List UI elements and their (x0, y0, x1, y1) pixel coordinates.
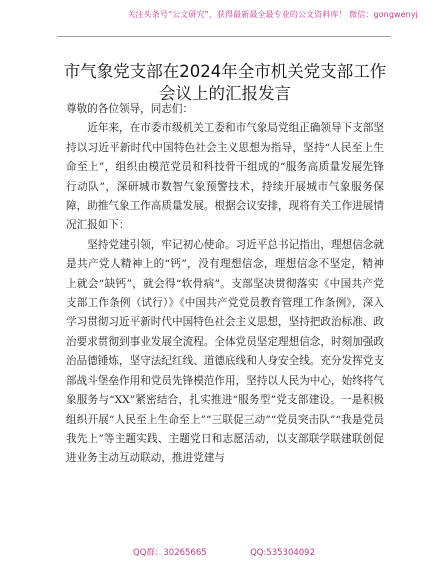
footer-contacts (0, 546, 448, 558)
salutation: 尊敬的各位领导，同志们： (66, 103, 194, 115)
paragraph: 坚持党建引领，牢记初心使命。习近平总书记指出，理想信念就是共产党人精神上的“钙”，没有理想信念，理想信念不坚定，精神上就会“缺钙”，就会得“软骨病”。支部坚决贯彻落实《中国共产党支部工作条例（试行）》《中国共产党党员教育管理工作条例》，深入学习贯彻习近平新时代中国特色社会主义思想，坚持把政治标准、政治要求贯彻到事业发展全流程。全体党员坚定理想信念，时刻加强政治品德锤炼，坚守法纪红线、道德底线和人身安全线。充分发挥党支部战斗堡垒作用和党员先锋模范作用，坚持以人民为中心，始终将气象服务与“XX”紧密结合，扎实推进“服务型”党支部建设。一是积极组织开展“人民至上生命至上”“三联促三动”“党员突击队”“我是党员我先上”等主题实践、主题党日和志愿活动，以支部联学联建联创促进业务主动互动联动，推进党建与 (66, 238, 384, 465)
footer-qq-group: QQ群：30265665 (133, 548, 207, 558)
document-title: 市气象党支部在2024年全市机关党支部工作会议上的汇报发言 (63, 62, 387, 104)
header-divider (57, 36, 391, 37)
document-body (66, 100, 384, 469)
paragraph: 近年来，在市委市级机关工委和市气象局党组正确领导下支部坚持以习近平新时代中国特色社会主义思想为指导，坚持“人民至上生命至上”，组织由模范党员和科技骨干组成的“服务高质量发展先锋行动队”，深研城市数智气象预警技术，持续开展城市气象服务保障，助推气象工作高质量发展。根据会议安排，现将有关工作进展情况汇报如下： (66, 122, 384, 232)
header-banner: 关注头条号“公文研究”，获得最新最全最专业的公文资料库！ 微信：gongwenyj (127, 10, 418, 19)
footer-qq: QQ:535304092 (250, 548, 315, 558)
